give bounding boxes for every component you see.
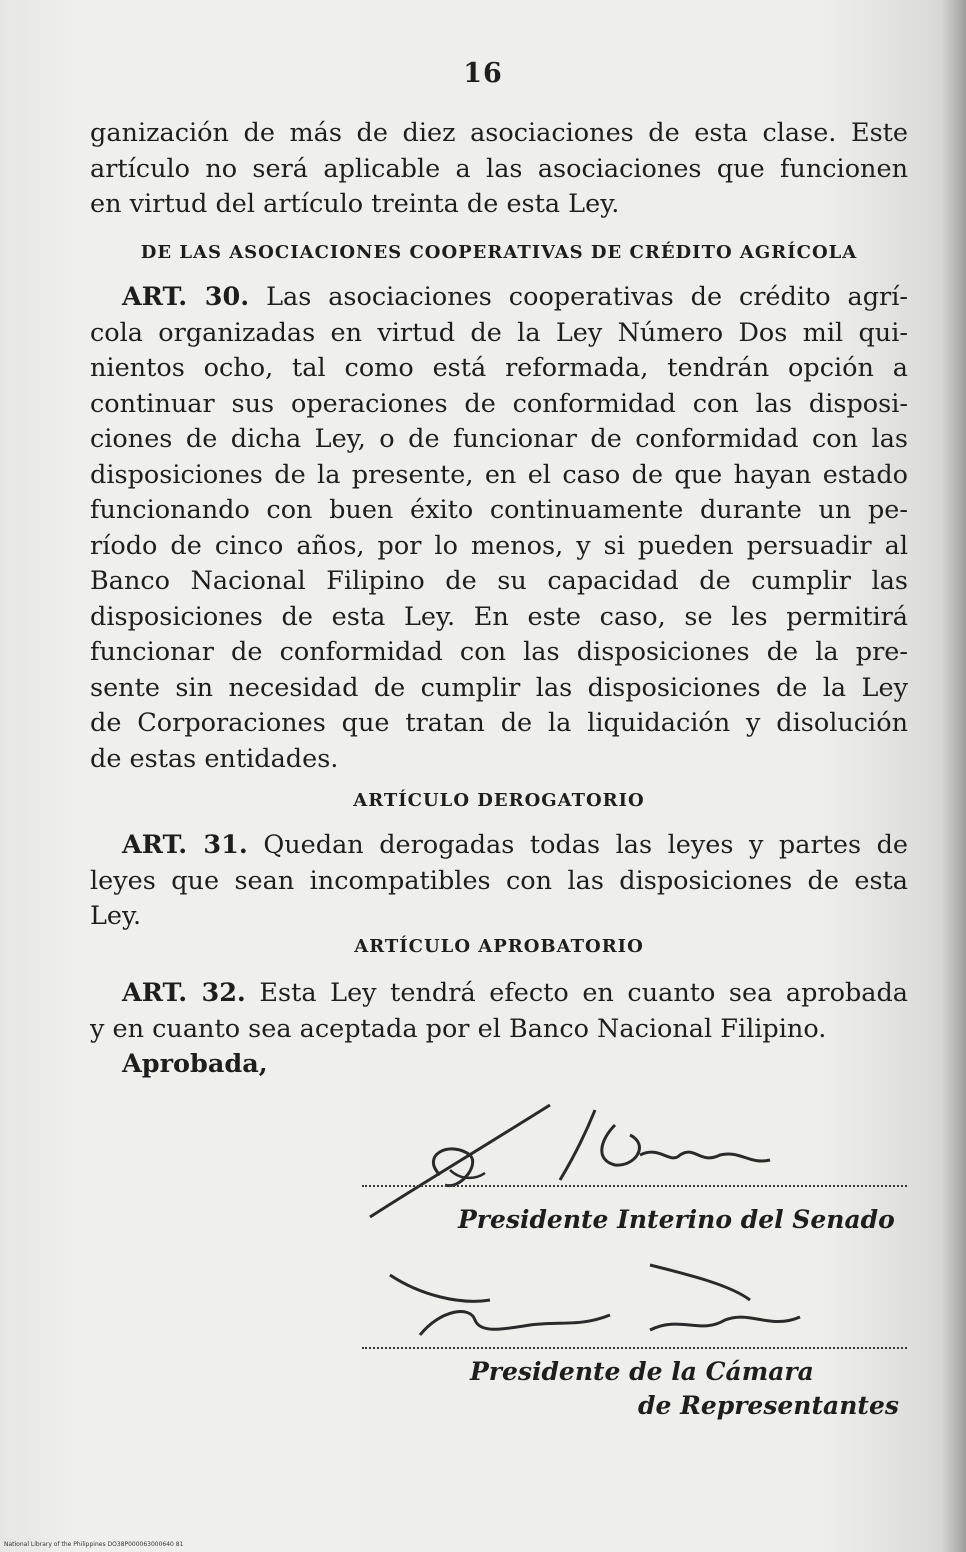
text-line: disposiciones de la presente, en el caso de que hayan estado — [90, 459, 908, 490]
article-label: ART. 31. — [122, 830, 248, 860]
text-line: Banco Nacional Filipino de su capacidad de cumplir las — [90, 566, 908, 596]
house-speaker-caption-line-1: Presidente de la Cámara — [470, 1357, 814, 1386]
senate-president-caption: Presidente Interino del Senado — [458, 1205, 895, 1234]
page-number: 16 — [463, 58, 503, 89]
section-heading-cooperativas: DE LAS ASOCIACIONES COOPERATIVAS DE CRÉDITO AGRÍCOLA — [140, 242, 858, 263]
text-line: leyes que sean incompatibles con las disposiciones de esta — [90, 865, 908, 896]
house-speaker-caption-line-2: de Representantes — [638, 1391, 899, 1420]
text-line: sente sin necesidad de cumplir las disposiciones de la Ley — [90, 672, 908, 703]
text-line-content: Esta Ley tendrá efecto en cuanto sea aprobada — [259, 978, 909, 1008]
text-line: funcionar de conformidad con las disposiciones de la pre- — [90, 637, 908, 667]
text-line: continuar sus operaciones de conformidad con las disposi- — [90, 388, 908, 419]
text-line: ciones de dicha Ley, o de funcionar de conformidad con las — [90, 424, 908, 454]
paragraph-continuation — [90, 116, 908, 223]
section-heading-derogatorio: ARTÍCULO DEROGATORIO — [353, 790, 645, 811]
text-line: en virtud del artículo treinta de esta Ley. — [90, 189, 620, 219]
article-label: ART. 32. — [122, 978, 246, 1008]
text-line: Ley. — [90, 901, 142, 931]
text-line: artículo no será aplicable a las asociaciones que funcionen — [90, 153, 908, 184]
text-line: disposiciones de esta Ley. En este caso, se les permitirá — [90, 601, 908, 632]
text-line: de Corporaciones que tratan de la liquidación y disolución — [90, 708, 908, 738]
page-edge-shadow — [942, 0, 966, 1552]
article-32 — [90, 976, 908, 1083]
text-line — [90, 976, 908, 1012]
text-line: funcionando con buen éxito continuamente durante un pe- — [90, 495, 908, 525]
article-label: ART. 30. — [122, 282, 250, 312]
house-speaker-signature — [380, 1255, 840, 1355]
text-line: y en cuanto sea aceptada por el Banco Nacional Filipino. — [90, 1013, 827, 1044]
section-heading-aprobatorio: ARTÍCULO APROBATORIO — [354, 936, 644, 957]
signature-line-2 — [362, 1347, 907, 1349]
text-line: nientos ocho, tal como está reformada, tendrán opción a — [90, 353, 908, 383]
archive-footer: National Library of the Philippines DO38P000063000640 81 — [4, 1541, 184, 1548]
approved-line: Aprobada, — [122, 1049, 268, 1079]
signature-line-1 — [362, 1185, 907, 1187]
text-line: de estas entidades. — [90, 743, 339, 774]
text-line-content: Las asociaciones cooperativas de crédito agrí- — [266, 282, 908, 312]
text-line-content: Quedan derogadas todas las leyes y partes de — [263, 830, 909, 860]
text-line: cola organizadas en virtud de la Ley Número Dos mil qui- — [90, 317, 908, 348]
text-line: ganización de más de diez asociaciones de esta clase. Este — [90, 118, 908, 148]
text-line: ríodo de cinco años, por lo menos, y si pueden persuadir al — [90, 530, 908, 561]
article-30 — [90, 280, 908, 777]
text-line — [90, 280, 908, 316]
text-line — [90, 828, 908, 864]
article-31 — [90, 828, 908, 935]
